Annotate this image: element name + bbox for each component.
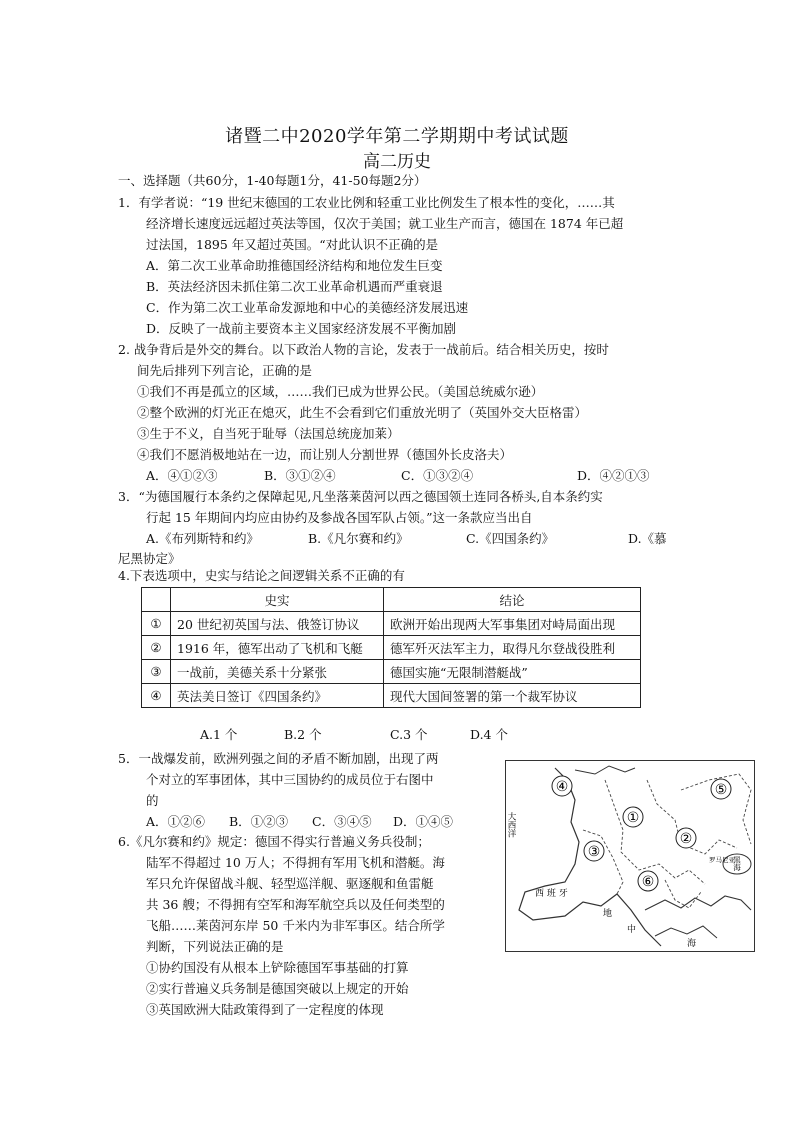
- table-cell: 德国实施“无限制潜艇战”: [384, 660, 641, 684]
- table-row: [142, 684, 641, 708]
- map-label: 大西洋: [506, 812, 516, 838]
- table-row: [142, 636, 641, 660]
- q5-stem-line: 5．一战爆发前，欧洲列强之间的矛盾不断加剧，出现了两: [118, 751, 439, 766]
- table-cell: 一战前，美德关系十分紧张: [171, 660, 384, 684]
- q4-option-b[interactable]: B.2 个: [284, 727, 322, 742]
- q1-stem-line: 经济增长速度远远超过英法等国，仅次于美国；就工业生产而言，德国在 1874 年已超: [146, 216, 624, 231]
- map-label: 中: [627, 925, 637, 935]
- q1-stem-line: 过法国，1895 年又超过英国。“对此认识不正确的是: [146, 237, 439, 252]
- map-label: 海: [687, 939, 697, 949]
- q3-option-c[interactable]: C.《四国条约》: [466, 531, 555, 546]
- q6-item: ③英国欧洲大陆政策得到了一定程度的体现: [146, 1002, 384, 1017]
- q4-stem: 4.下表选项中，史实与结论之间逻辑关系不正确的有: [118, 568, 405, 583]
- q2-item: ③生于不义，自当死于耻辱（法国总统庞加莱）: [137, 426, 400, 441]
- q6-stem-line: 6.《凡尔赛和约》规定：德国不得实行普遍义务兵役制；: [118, 834, 430, 849]
- map-label: 罗马尼亚: [709, 856, 735, 864]
- q5-option-d[interactable]: D．①④⑤: [393, 814, 454, 829]
- table-header: 史实: [171, 588, 384, 612]
- q2-item: ④我们不愿消极地站在一边，而让别人分割世界（德国外长皮洛夫）: [137, 447, 513, 462]
- table-cell: 德军歼灭法军主力，取得凡尔登战役胜利: [384, 636, 641, 660]
- table-cell: 现代大国间签署的第一个裁军协议: [384, 684, 641, 708]
- table-header: [142, 588, 171, 612]
- table-cell: ①: [142, 612, 171, 636]
- map-marker-6: [638, 871, 658, 891]
- table-cell: 20 世纪初英国与法、俄签订协议: [171, 612, 384, 636]
- q3-option-b[interactable]: B.《凡尔赛和约》: [308, 531, 409, 546]
- q1-option-d[interactable]: D．反映了一战前主要资本主义国家经济发展不平衡加剧: [146, 321, 457, 336]
- q5-stem-line: 个对立的军事团体，其中三国协约的成员位于右图中: [146, 772, 434, 787]
- q5-option-c[interactable]: C．③④⑤: [312, 814, 372, 829]
- q5-stem-line: 的: [146, 793, 159, 808]
- map-marker-2: [676, 828, 696, 848]
- map-marker-3: [584, 841, 604, 861]
- q2-stem-line: 间先后排列下列言论，正确的是: [137, 363, 313, 378]
- svg-text:②: ②: [679, 831, 693, 847]
- table-header: 结论: [384, 588, 641, 612]
- q6-stem-line: 飞船……莱茵河东岸 50 千米内为非军事区。结合所学: [146, 918, 445, 933]
- table-row: [142, 660, 641, 684]
- q3-stem-line: 行起 15 年期间内均应由协约及参战各国军队占领。”这一条款应当出自: [146, 510, 533, 525]
- svg-text:⑤: ⑤: [714, 782, 728, 798]
- q5-option-b[interactable]: B．①②③: [229, 814, 289, 829]
- table-cell: ④: [142, 684, 171, 708]
- q2-item: ②整个欧洲的灯光正在熄灭，此生不会看到它们重放光明了（英国外交大臣格雷）: [137, 405, 588, 420]
- q2-option-d[interactable]: D．④②①③: [577, 468, 650, 483]
- map-marker-4: [552, 776, 572, 796]
- q5-option-a[interactable]: A．①②⑥: [146, 814, 206, 829]
- table-cell: ②: [142, 636, 171, 660]
- table-header-row: [142, 588, 641, 612]
- svg-text:③: ③: [587, 844, 601, 860]
- q6-stem-line: 判断，下列说法正确的是: [146, 939, 284, 954]
- q4-option-a[interactable]: A.1 个: [200, 727, 238, 742]
- q1-option-b[interactable]: B．英法经济因未抓住第二次工业革命机遇而严重衰退: [146, 279, 443, 294]
- q1-option-c[interactable]: C．作为第二次工业革命发源地和中心的美德经济发展迅速: [146, 300, 469, 315]
- q6-stem-line: 陆军不得超过 10 万人；不得拥有军用飞机和潜艇。海: [146, 855, 445, 870]
- q4-table: [141, 587, 641, 708]
- q2-option-a[interactable]: A．④①②③: [146, 468, 218, 483]
- table-cell: 欧洲开始出现两大军事集团对峙局面出现: [384, 612, 641, 636]
- map-label: 黑海: [732, 856, 742, 871]
- europe-map: [505, 760, 755, 952]
- q3-option-d[interactable]: D.《慕: [628, 531, 667, 546]
- q4-option-c[interactable]: C.3 个: [390, 727, 428, 742]
- q2-option-c[interactable]: C．①③②④: [401, 468, 474, 483]
- q6-stem-line: 军只允许保留战斗舰、轻型巡洋舰、驱逐舰和鱼雷艇: [146, 876, 434, 891]
- svg-text:⑥: ⑥: [641, 874, 655, 890]
- map-marker-5: [711, 779, 731, 799]
- q2-option-b[interactable]: B．③①②④: [264, 468, 336, 483]
- q1-option-a[interactable]: A．第二次工业革命助推德国经济结构和地位发生巨变: [146, 258, 443, 273]
- page-title: 诸暨二中2020学年第二学期期中考试试题: [225, 126, 569, 147]
- page-subtitle: 高二历史: [363, 152, 431, 172]
- table-cell: 1916 年，德军出动了飞机和飞艇: [171, 636, 384, 660]
- table-cell: ③: [142, 660, 171, 684]
- q6-item: ①协约国没有从根本上铲除德国军事基础的打算: [146, 960, 409, 975]
- section-heading: 一、选择题（共60分，1-40每题1分，41-50每题2分）: [118, 173, 427, 188]
- q2-stem-line: 2. 战争背后是外交的舞台。以下政治人物的言论，发表于一战前后。结合相关历史，按时: [118, 342, 609, 357]
- q6-item: ②实行普遍义兵务制是德国突破以上规定的开始: [146, 981, 409, 996]
- q1-stem-line: 1．有学者说：“19 世纪末德国的工农业比例和轻重工业比例发生了根本性的变化，……其: [118, 195, 615, 210]
- table-cell: 英法美日签订《四国条约》: [171, 684, 384, 708]
- q3-option-a[interactable]: A.《布列斯特和约》: [146, 531, 260, 546]
- q4-option-d[interactable]: D.4 个: [470, 727, 508, 742]
- q3-option-d-cont: 尼黑协定》: [118, 551, 181, 566]
- map-marker-1: [623, 807, 643, 827]
- svg-text:④: ④: [555, 779, 569, 795]
- q3-stem-line: 3．“为德国履行本条约之保障起见,凡坐落莱茵河以西之德国领土连同各桥头,自本条约实: [118, 489, 603, 504]
- svg-text:①: ①: [626, 810, 640, 826]
- q6-stem-line: 共 36 艘；不得拥有空军和海军航空兵以及任何类型的: [146, 897, 445, 912]
- table-row: [142, 612, 641, 636]
- map-label: 西 班 牙: [535, 889, 568, 899]
- map-label: 地: [603, 909, 613, 919]
- q2-item: ①我们不再是孤立的区域，……我们已成为世界公民。（美国总统威尔逊）: [137, 384, 544, 399]
